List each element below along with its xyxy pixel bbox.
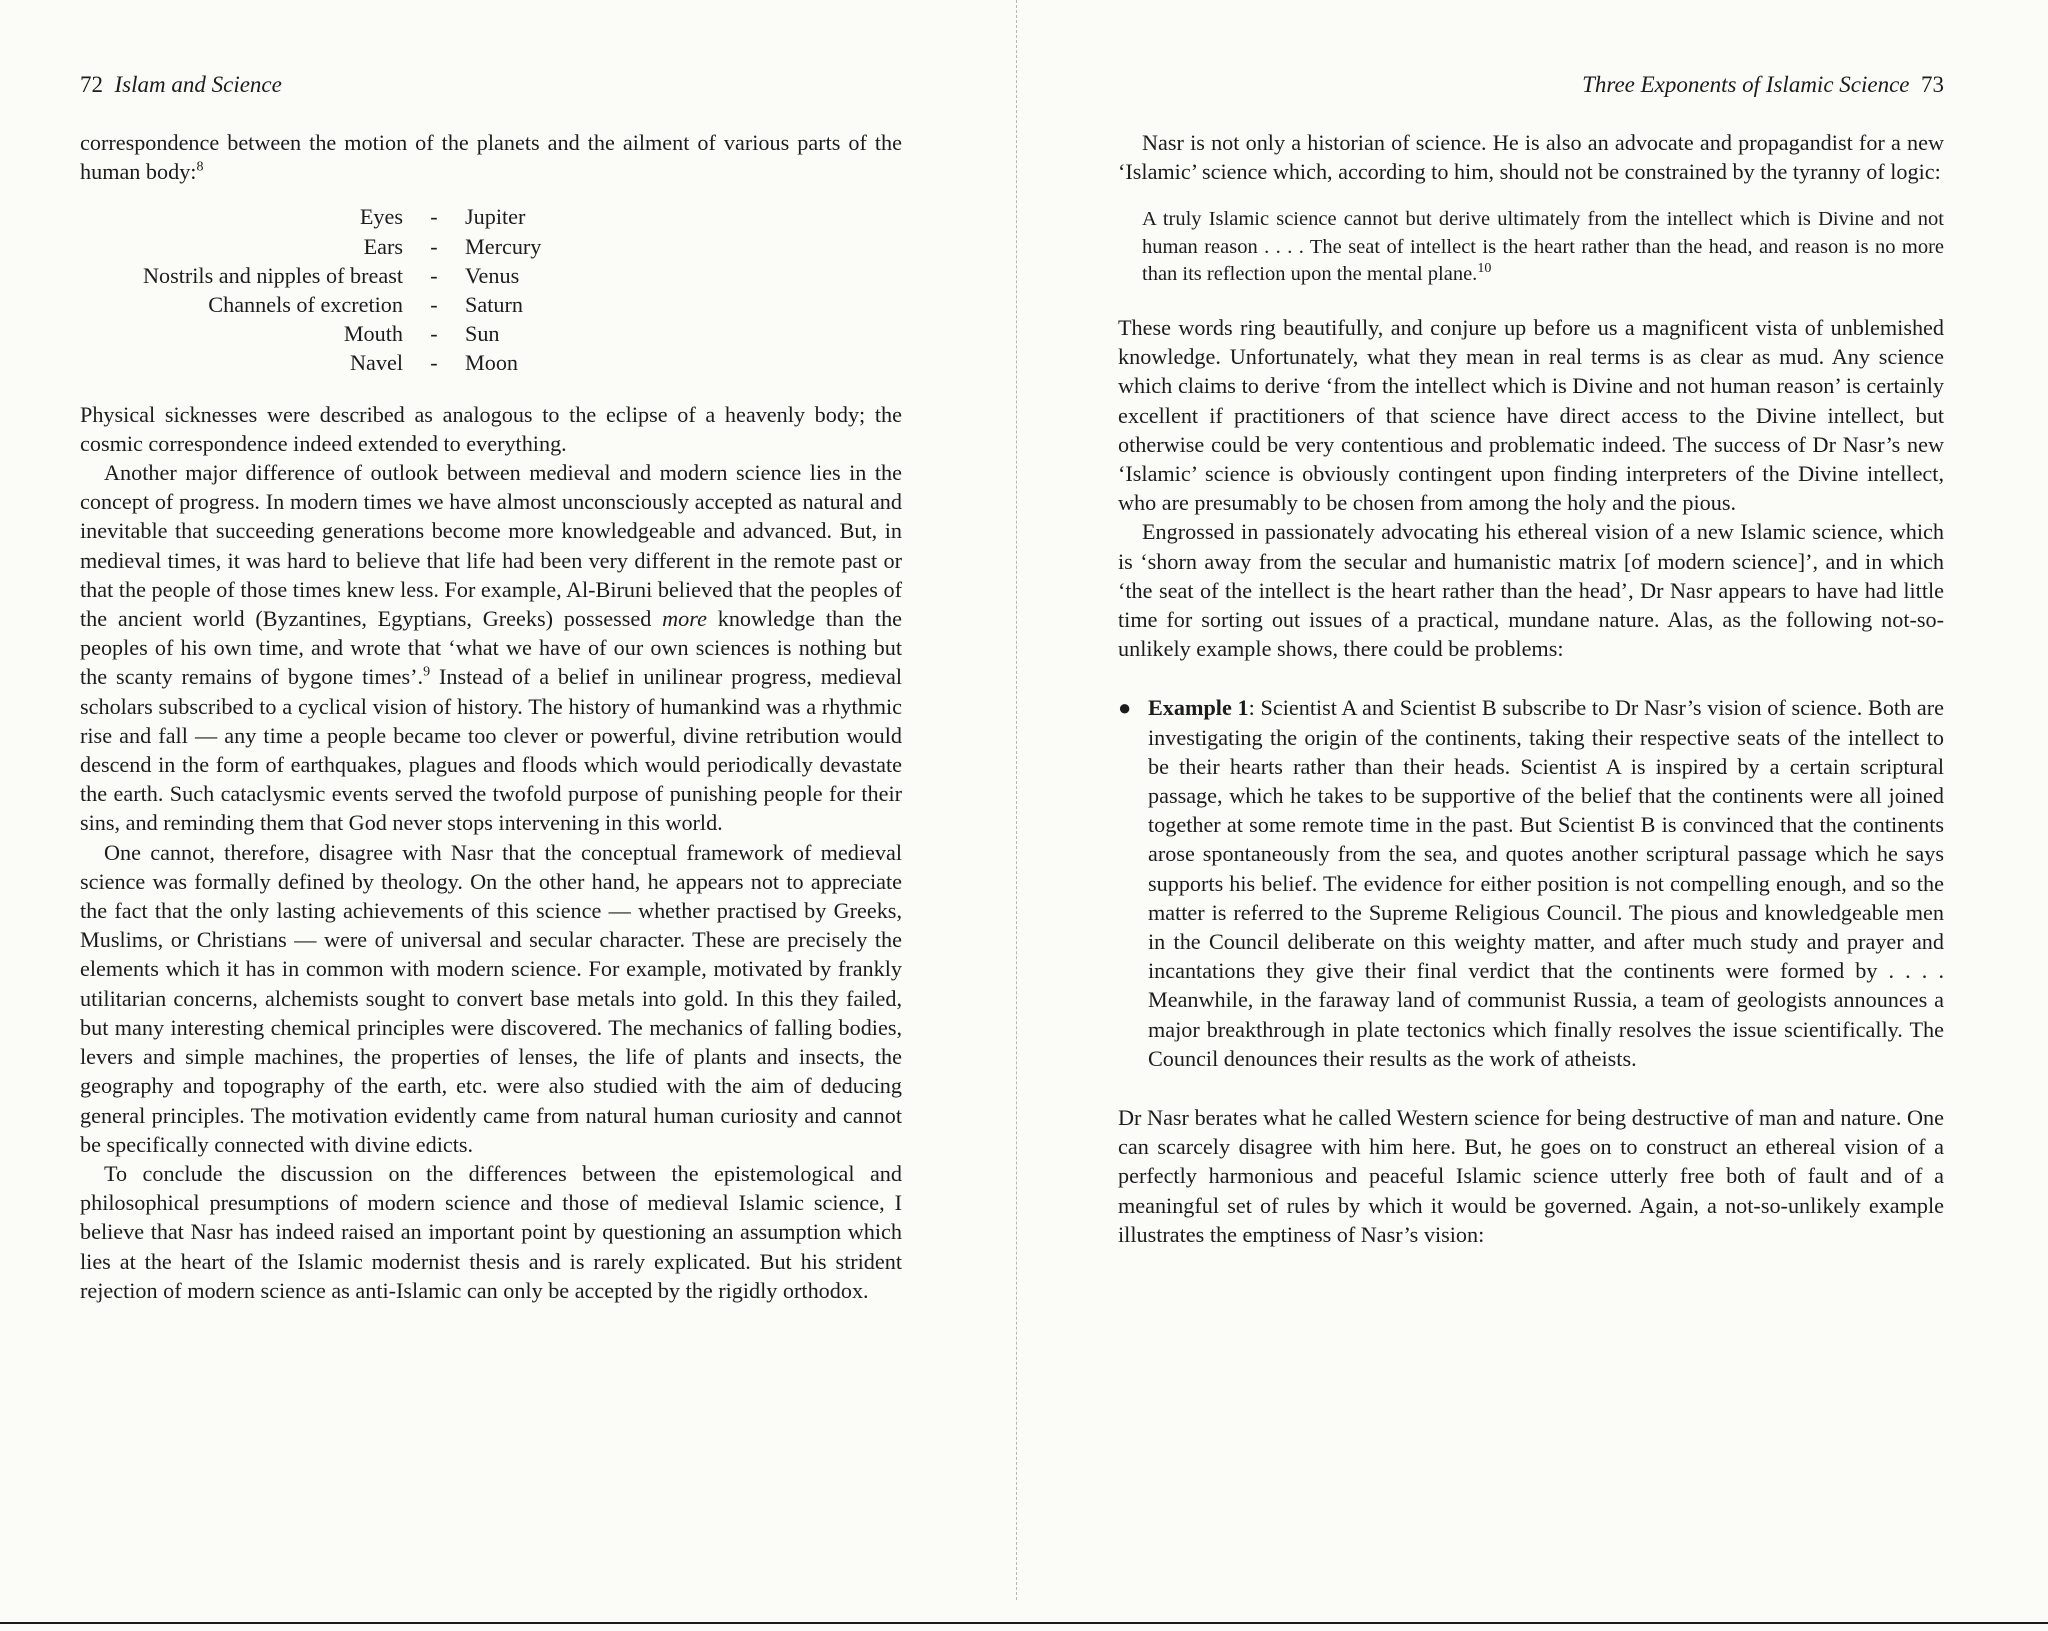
left-page-number: 72: [80, 72, 103, 97]
table-row: [80, 290, 541, 319]
dash: -: [430, 321, 438, 347]
para2-emphasis: more: [662, 606, 707, 632]
footnote-ref-10: 10: [1477, 261, 1492, 277]
left-paragraph-1: Physical sicknesses were described as analogous to the eclipse of a heavenly body; the cosmic correspondence indeed extended to everything.: [80, 401, 902, 456]
right-page-number: 73: [1921, 72, 1944, 97]
body-part: Navel: [350, 350, 403, 376]
planet: Jupiter: [465, 204, 526, 230]
table-row: [80, 348, 541, 377]
dash: -: [430, 262, 438, 288]
intro-text: correspondence between the motion of the planets and the ailment of various parts of the human body:: [80, 130, 902, 185]
planet: Sun: [465, 321, 500, 347]
right-running-head: [1582, 72, 1944, 98]
right-paragraph-1: Nasr is not only a historian of science. He is also an advocate and propagandist for a new ‘Islamic’ science which, according to him, should not be constrained by the tyranny of logic:: [1118, 130, 1944, 185]
dash: -: [430, 292, 438, 318]
dash: -: [430, 233, 438, 259]
para2-text-a: Another major difference of outlook between medieval and modern science lies in the concept of progress. In modern times we have almost unconsciously accepted as natural and inevitable that succeeding generations become more knowledgeable and advanced. But, in medieval times, it was hard to believe that life had been very different in the remote past or that the people of those times knew less. For example, Al-Biruni believed that the peoples of the ancient world (Byzantines, Egyptians, Greeks) possessed: [80, 460, 902, 632]
left-paragraph-2: [80, 458, 902, 838]
footnote-ref-8: 8: [196, 159, 204, 175]
bullet-icon: ●: [1118, 695, 1132, 721]
body-part: Nostrils and nipples of breast: [142, 262, 403, 288]
example-text: : Scientist A and Scientist B subscribe to Dr Nasr’s vision of science. Both are investigating the origin of the continents, taking their respective seats of the intellect to be their hearts rather than their heads. Scientist A is inspired by a certain scriptural passage, which he takes to be supportive of the belief that the continents were all joined together at some remote time in the past. But Scientist B is convinced that the continents arose spontaneously from the sea, and quotes another scriptural passage which he says supports his belief. The evidence for either position is not compelling enough, and so the matter is referred to the Supreme Religious Council. The pious and knowledgeable men in the Council deliberate on this weighty matter, and after much study and prayer and incantations they give their final verdict that the continents were formed by . . . . Meanwhile, in the faraway land of communist Russia, a team of geologists announces a major breakthrough in plate tectonics which finally resolves the issue scientifically. The Council denounces their results as the work of atheists.: [1148, 695, 1944, 1071]
para2-text-c: Instead of a belief in unilinear progress, medieval scholars subscribed to a cyclical vision of history. The history of humankind was a rhythmic rise and fall — any time a people became too clever or powerful, divine retribution would descend in the form of earthquakes, plagues and floods which would periodically devastate the earth. Such cataclysmic events served the twofold purpose of punishing people for their sins, and reminding them that God never stops intervening in this world.: [80, 664, 903, 836]
left-running-head: [80, 72, 282, 98]
example-label: Example 1: [1148, 695, 1249, 721]
right-paragraph-2: These words ring beautifully, and conjure up before us a magnificent vista of unblemished knowledge. Unfortunately, what they mean in real terms is as clear as mud. Any science which claims to derive ‘from the intellect which is Divine and not human reason’ is certainly excellent if practitioners of that science have direct access to the Divine intellect, but otherwise could be very contentious and problematic indeed. The success of Dr Nasr’s new ‘Islamic’ science is obviously contingent upon finding interpreters of the Divine intellect, who are presumably to be chosen from among the holy and the pious.: [1118, 314, 1944, 516]
planet: Mercury: [465, 233, 542, 259]
body-part: Mouth: [343, 321, 403, 347]
dash: -: [430, 204, 438, 230]
quote-text: A truly Islamic science cannot but derive ultimately from the intellect which is Divine and not human reason . . . . The seat of intellect is the heart rather than the head, and reason is no more than its reflection upon the mental plane.: [1142, 208, 1944, 286]
left-running-title: Islam and Science: [114, 72, 282, 97]
right-paragraph-3: Engrossed in passionately advocating his ethereal vision of a new Islamic science, which is ‘shorn away from the secular and humanistic matrix [of modern science]’, and in which ‘the seat of the intellect is the heart rather than the head’, Dr Nasr appears to have had little time for sorting out issues of a practical, mundane nature. Alas, as the following not-so-unlikely example shows, there could be problems:: [1118, 519, 1944, 662]
planet: Venus: [465, 262, 520, 288]
body-part: Channels of excretion: [208, 292, 403, 318]
page-gutter: [1016, 0, 1020, 1600]
planet: Saturn: [465, 292, 523, 318]
table-row: [80, 261, 541, 290]
intro-paragraph: [80, 128, 902, 186]
para2-text-b: knowledge than the peoples of his own time, and wrote that ‘what we have of our own sciences is nothing but the scanty remains of bygone times’.: [80, 606, 903, 690]
right-paragraph-4: Dr Nasr berates what he called Western science for being destructive of man and nature. One can scarcely disagree with him here. But, he goes on to construct an ethereal vision of a perfectly harmonious and peaceful Islamic science utterly free both of fault and of a meaningful set of rules by which it would be governed. Again, a not-so-unlikely example illustrates the emptiness of Nasr’s vision:: [1118, 1104, 1944, 1247]
right-page: [1118, 0, 1944, 1600]
block-quote: [1142, 206, 1944, 289]
left-paragraph-3: One cannot, therefore, disagree with Nasr that the conceptual framework of medieval science was formally defined by theology. On the other hand, he appears not to appreciate the fact that the only lasting achievements of this science — whether practised by Greeks, Muslims, or Christians — were of universal and secular character. These are precisely the elements which it has in common with modern science. For example, motivated by frankly utilitarian concerns, alchemists sought to convert base metals into gold. In this they failed, but many interesting chemical principles were discovered. The mechanics of falling bodies, levers and simple machines, the properties of lenses, the life of plants and insects, the geography and topography of the earth, etc. were also studied with the aim of deducing general principles. The motivation evidently came from natural human curiosity and cannot be specifically connected with divine edicts.: [80, 839, 902, 1157]
dash: -: [430, 350, 438, 376]
example-paragraph: [1148, 693, 1944, 1073]
bottom-rule: [0, 1622, 2048, 1624]
table-row: [80, 202, 541, 231]
body-part: Eyes: [359, 204, 403, 230]
planet-correspondence-table: [80, 202, 541, 377]
table-row: [80, 232, 541, 261]
body-part: Ears: [363, 233, 403, 259]
left-page: [80, 0, 902, 1600]
table-row: [80, 319, 541, 348]
planet: Moon: [465, 350, 519, 376]
example-1: [1118, 693, 1944, 1073]
footnote-ref-9: 9: [423, 665, 431, 681]
left-body: [80, 128, 902, 1305]
left-paragraph-4: To conclude the discussion on the differences between the epistemological and philosophical presumptions of modern science and those of medieval Islamic science, I believe that Nasr has indeed raised an important point by questioning an assumption which lies at the heart of the Islamic modernist thesis and is rarely explicated. But his strident rejection of modern science as anti-Islamic can only be accepted by the rigidly orthodox.: [80, 1160, 902, 1303]
right-body: [1118, 128, 1944, 1249]
right-running-title: Three Exponents of Islamic Science: [1582, 72, 1910, 97]
